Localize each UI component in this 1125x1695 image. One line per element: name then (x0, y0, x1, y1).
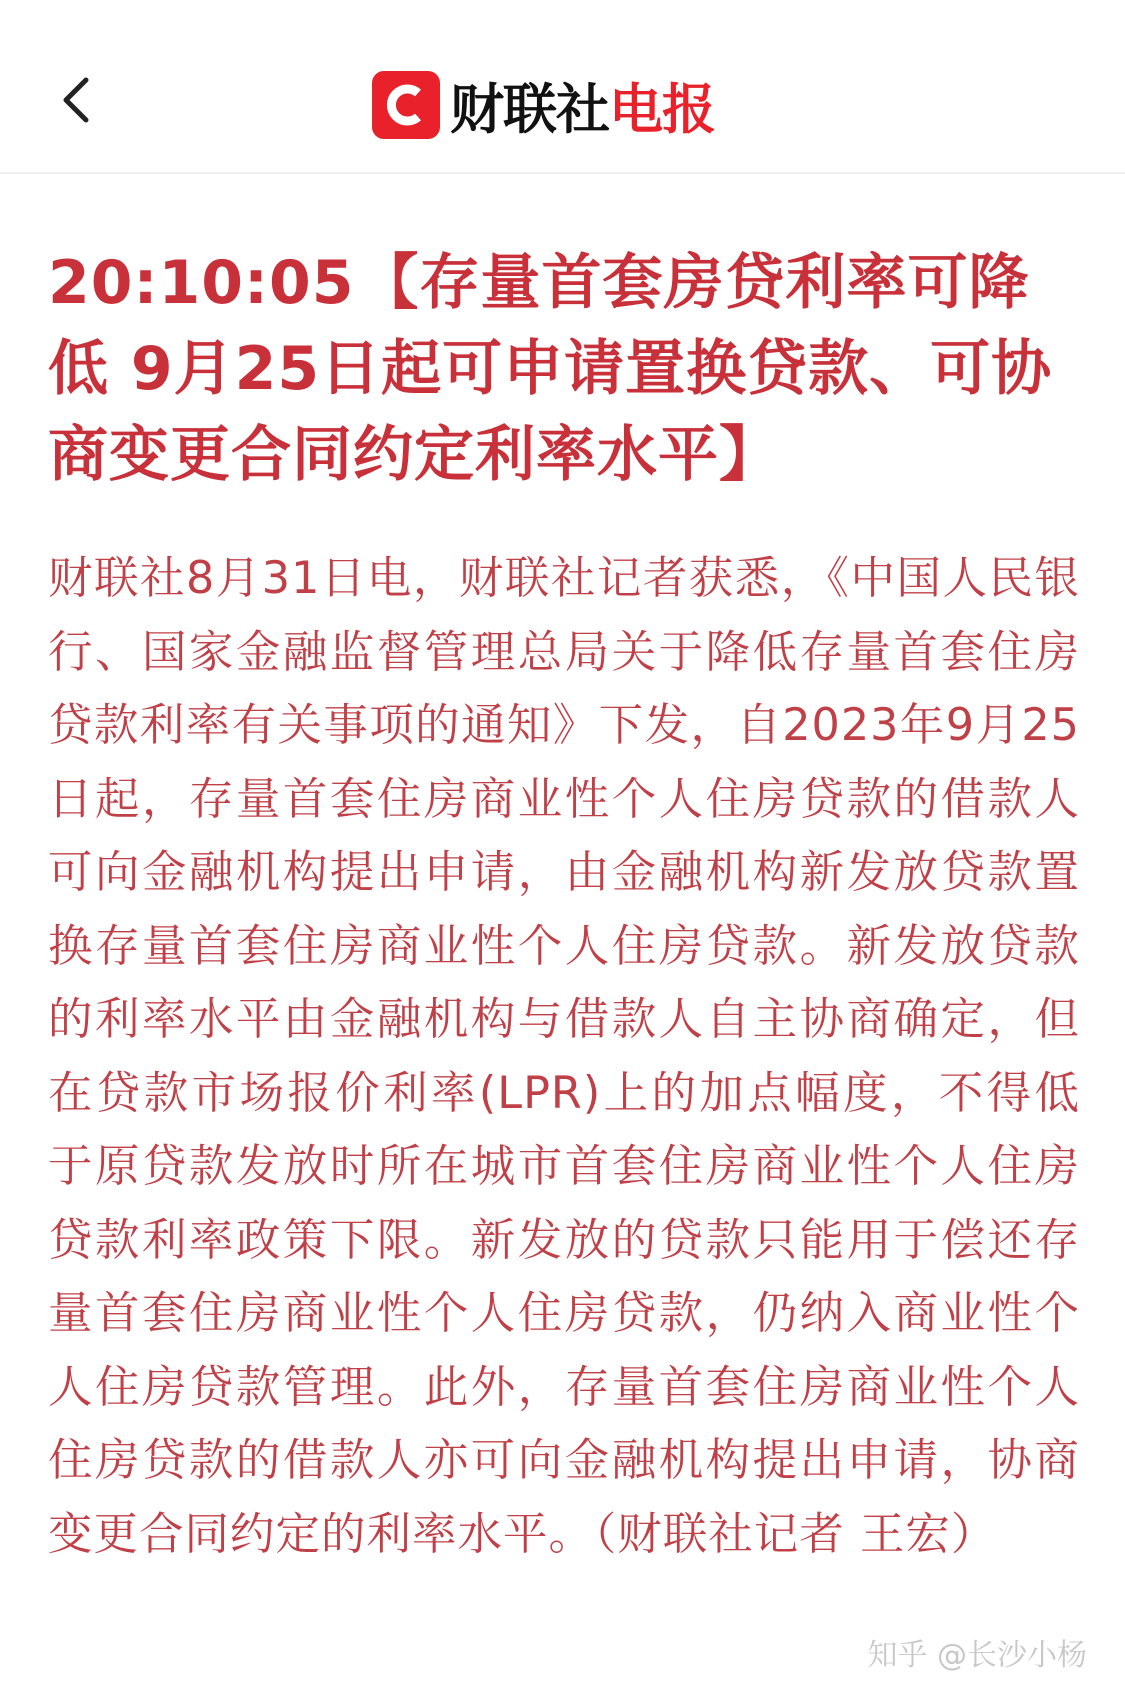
brand-c-icon (372, 71, 440, 139)
brand-logo-title (372, 70, 715, 140)
brand-name: 财联社 (450, 77, 609, 141)
chevron-left-icon (48, 70, 108, 130)
article (48, 240, 1080, 1571)
header-divider (0, 172, 1125, 174)
article-headline (48, 240, 1080, 498)
article-body: 财联社8月31日电，财联社记者获悉，《中国人民银行、国家金融监督管理总局关于降低存量首套住房贷款利率有关事项的通知》下发，自2023年9月25日起，存量首套住房商业性个人住房贷款的借款人可向金融机构提出申请，由金融机构新发放贷款置换存量首套住房商业性个人住房贷款。新发放贷款的利率水平由金融机构与借款人自主协商确定，但在贷款市场报价利率(LPR)上的加点幅度，不得低于原贷款发放时所在城市首套住房商业性个人住房贷款利率政策下限。新发放的贷款只能用于偿还存量首套住房商业性个人住房贷款，仍纳入商业性个人住房贷款管理。此外，存量首套住房商业性个人住房贷款的借款人亦可向金融机构提出申请，协商变更合同约定的利率水平。（财联社记者 王宏） (48, 553, 1080, 1560)
article-time: 20:10:05 (48, 248, 355, 318)
article-title: 【存量首套房贷利率可降低 9月25日起可申请置换贷款、可协商变更合同约定利率水平】 (48, 248, 1053, 490)
watermark: 知乎 @长沙小杨 (867, 1638, 1087, 1673)
top-bar (0, 0, 1125, 172)
brand-suffix: 电报 (609, 77, 715, 141)
back-button[interactable] (48, 70, 108, 130)
